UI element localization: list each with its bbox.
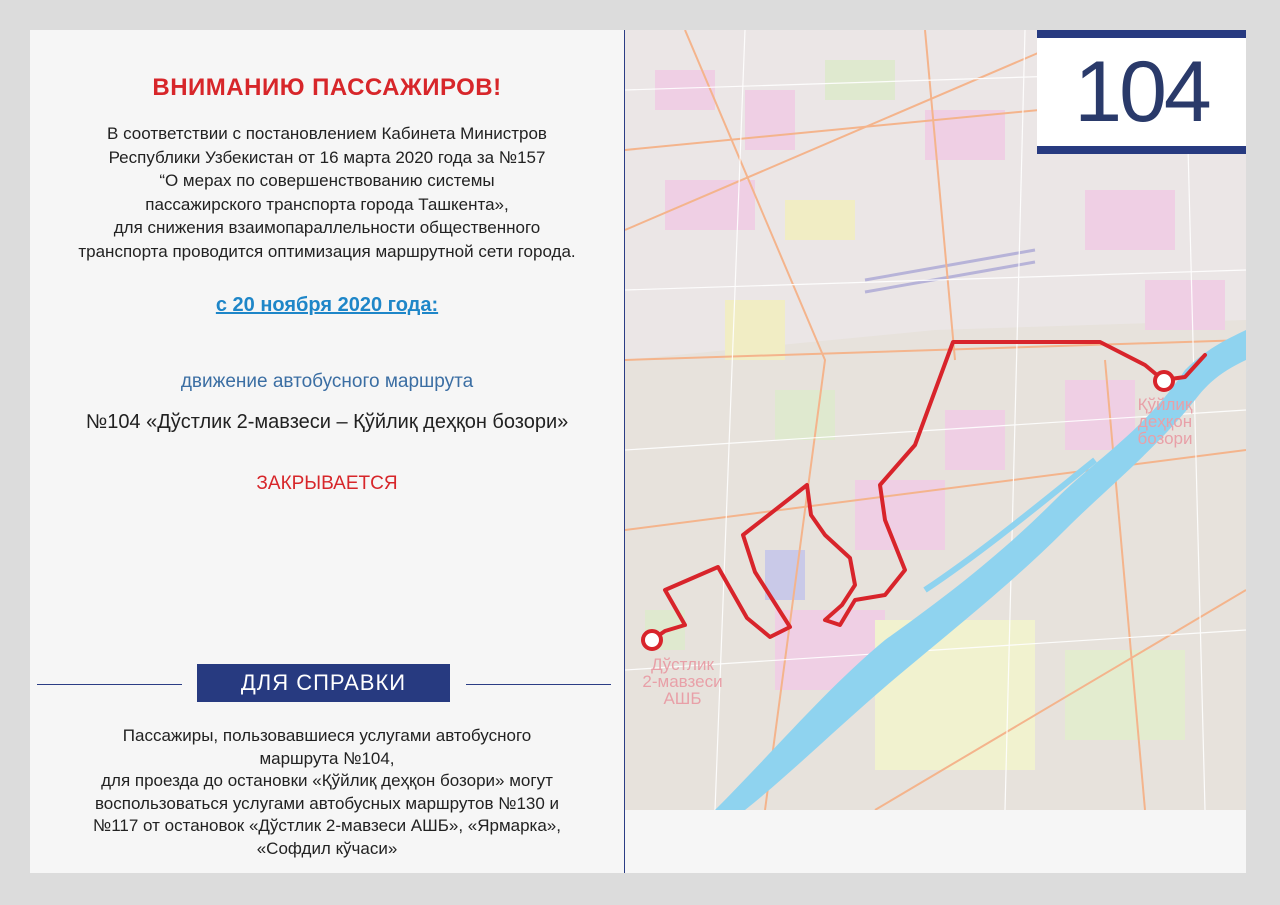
map-block xyxy=(785,200,855,240)
map-block xyxy=(665,180,755,230)
map-block xyxy=(1145,280,1225,330)
stop-start-marker xyxy=(643,631,661,649)
intro-line: транспорта проводится оптимизация маршрутной сети города. xyxy=(78,241,576,261)
stop-start-label xyxy=(625,656,740,707)
intro-line: В соответствии с постановлением Кабинета Министров xyxy=(107,124,547,143)
info-heading: ДЛЯ СПРАВКИ xyxy=(197,664,450,702)
movement-label: движение автобусного маршрута xyxy=(180,371,474,392)
note-line: «Софдил кўчаси» xyxy=(256,838,398,858)
divider-left xyxy=(37,684,182,685)
notice-intro xyxy=(40,122,614,263)
divider-right xyxy=(466,684,611,685)
map-block xyxy=(825,60,895,100)
route-number-box xyxy=(1037,30,1246,154)
note-line: маршрута №104, xyxy=(259,748,395,768)
notice-panel xyxy=(30,30,624,873)
intro-line: для снижения взаимопараллельности общественного xyxy=(113,218,541,237)
map-block xyxy=(655,70,715,110)
route-box-top-bar xyxy=(1037,30,1246,38)
route-map-panel xyxy=(624,30,1246,873)
route-box-bottom-bar xyxy=(1037,146,1246,154)
closes-label: ЗАКРЫВАЕТСЯ xyxy=(256,473,398,494)
stop-end-line: деҳқон xyxy=(1137,412,1193,431)
map-block xyxy=(945,410,1005,470)
effective-date xyxy=(30,294,624,317)
note-line: №117 от остановок «Дўстлик 2-мавзеси АШБ», «Ярмарка», xyxy=(93,816,561,835)
effective-date-text: с 20 ноября 2020 года: xyxy=(215,294,439,316)
note-line: для проезда до остановки «Қўйлиқ деҳқон бозори» могут xyxy=(101,771,553,790)
route-name: №104 «Дўстлик 2-мавзеси – Қўйлиқ деҳқон бозори» xyxy=(85,411,569,433)
stop-start-line: Дўстлик xyxy=(651,655,714,674)
route-number: 104 xyxy=(1074,44,1209,140)
stop-end-line: Қўйлиқ xyxy=(1137,395,1193,414)
stop-start-line: АШБ xyxy=(663,689,702,708)
stop-start-line: 2-мавзеси xyxy=(642,672,723,691)
notice-title: ВНИМАНИЮ ПАССАЖИРОВ! xyxy=(152,74,502,101)
notice-sheet xyxy=(30,30,1245,873)
note-line: Пассажиры, пользовавшиеся услугами автобусного xyxy=(122,726,532,745)
map-block xyxy=(1065,650,1185,740)
intro-line: пассажирского транспорта города Ташкента», xyxy=(145,194,509,214)
info-note xyxy=(40,725,614,860)
intro-line: Республики Узбекистан от 16 марта 2020 года за №157 xyxy=(108,147,546,167)
stop-end-line: бозори xyxy=(1137,429,1193,448)
intro-line: “О мерах по совершенствованию системы xyxy=(159,171,495,190)
map-block xyxy=(1085,190,1175,250)
note-line: воспользоваться услугами автобусных маршрутов №130 и xyxy=(94,793,560,813)
map-block xyxy=(745,90,795,150)
stop-end-marker xyxy=(1155,372,1173,390)
map-block xyxy=(775,390,835,440)
stop-end-label xyxy=(1120,396,1210,447)
